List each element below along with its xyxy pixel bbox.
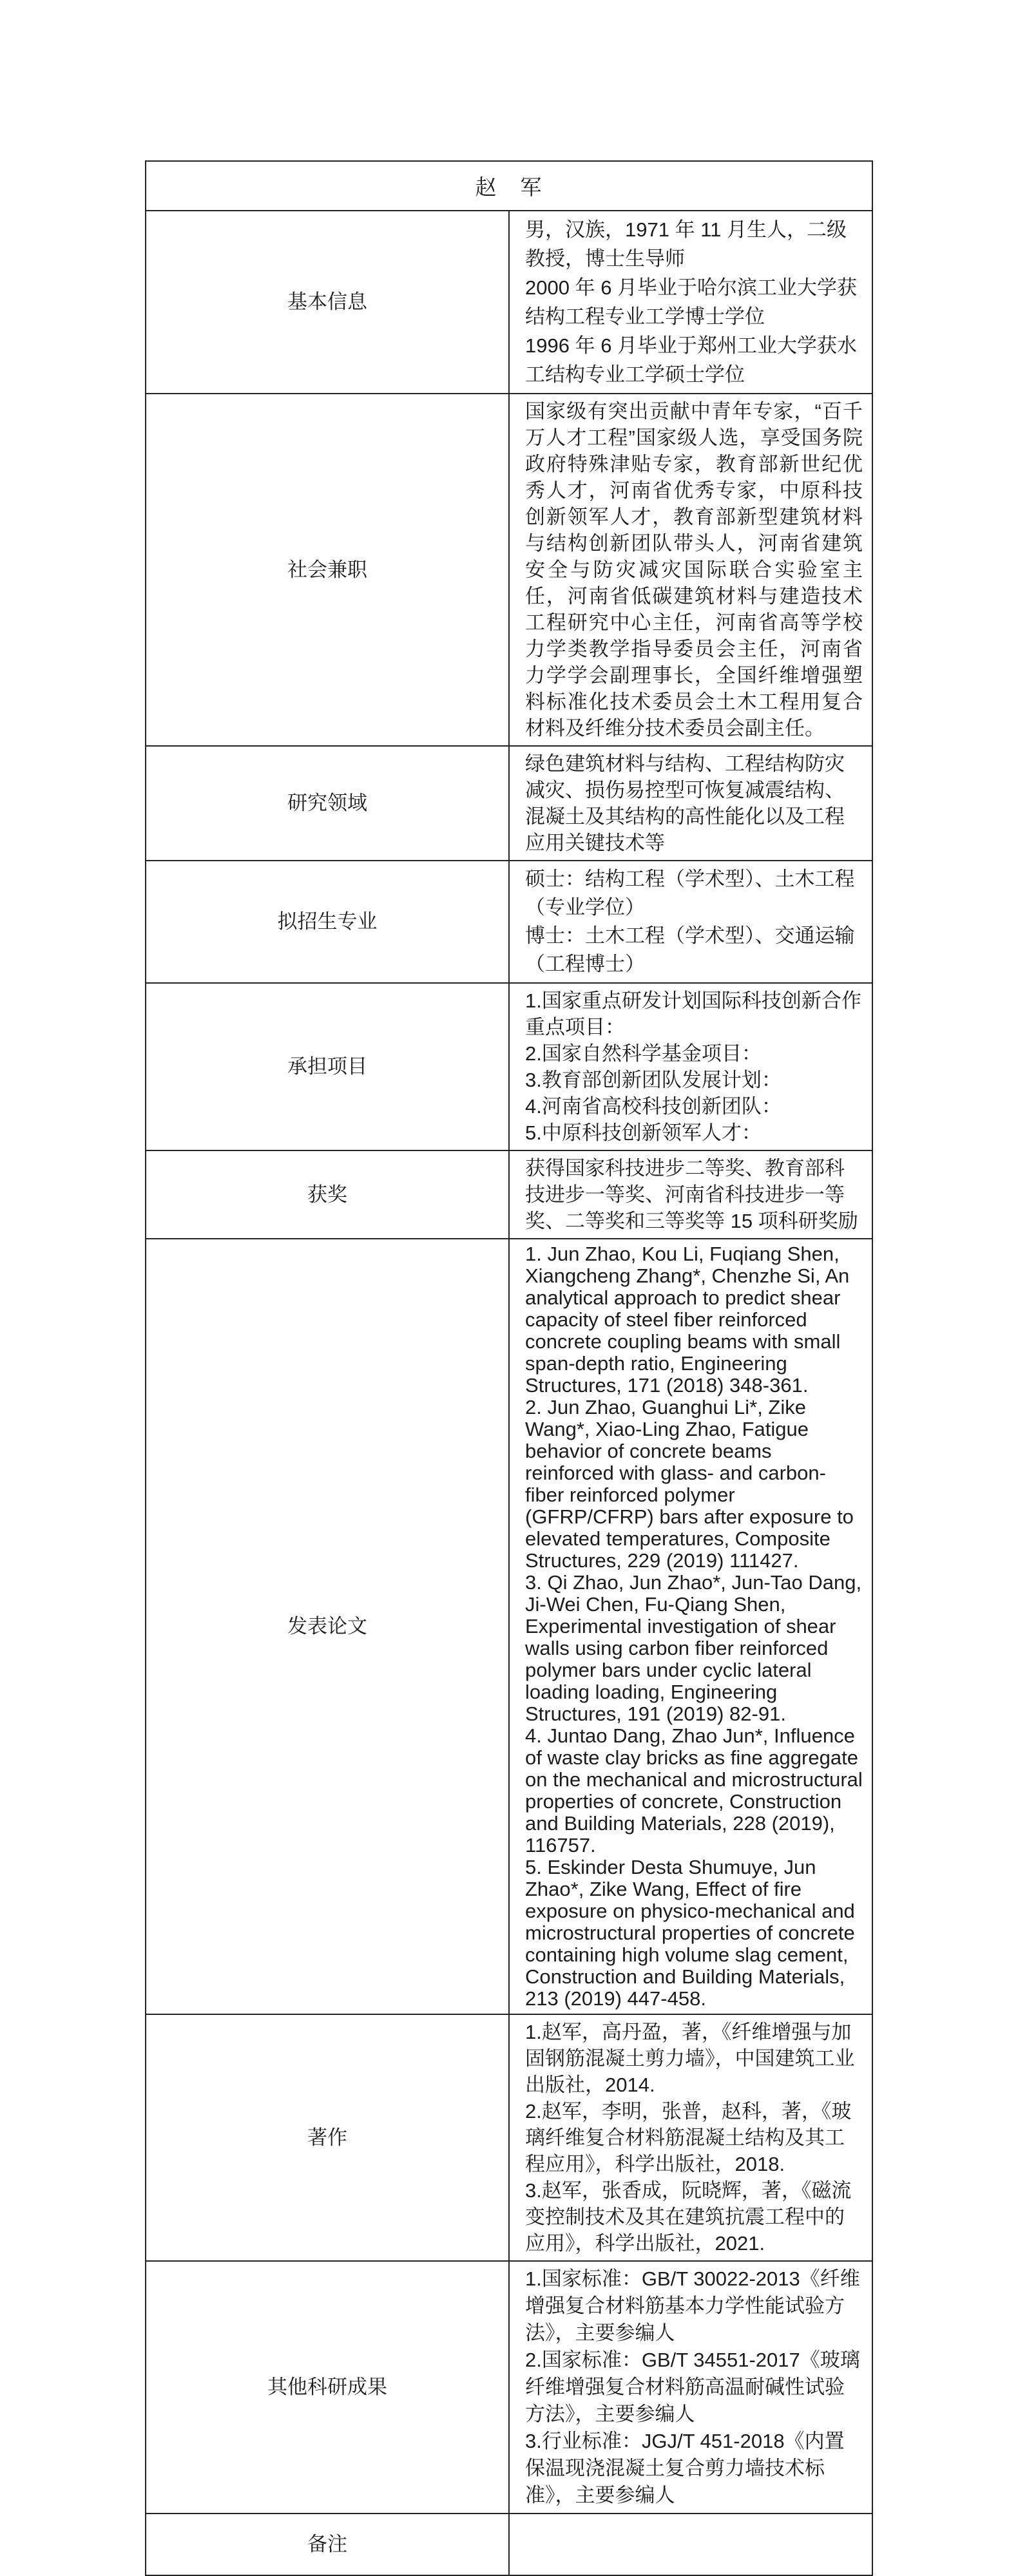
row-label-remarks: 备注 bbox=[146, 2514, 509, 2575]
paper-item: 4. Juntao Dang, Zhao Jun*, Influence of waste clay bricks as fine aggregate on the mechanical and microstructural properties of concrete, Construction and Building Materials, 228 (2019), 116757. bbox=[525, 1724, 863, 1856]
text-line: 博士：土木工程（学术型）、交通运输（工程博士） bbox=[525, 924, 855, 975]
profile-name: 赵 军 bbox=[146, 161, 872, 211]
table-row bbox=[146, 2261, 872, 2514]
table-row bbox=[146, 746, 872, 861]
standard-item: 2.国家标准：GB/T 34551-2017《玻璃纤维增强复合材料筋高温耐碱性试验方法》，主要参编人 bbox=[525, 2349, 860, 2425]
cell-basic-info bbox=[509, 211, 872, 394]
standard-item: 3.行业标准：JGJ/T 451-2018《内置保温现浇混凝土复合剪力墙技术标准》，主要参编人 bbox=[525, 2430, 845, 2506]
project-item: 1.国家重点研发计划国际科技创新合作重点项目： bbox=[525, 989, 861, 1038]
paragraph: 国家级有突出贡献中青年专家，“百千万人才工程”国家级人选，享受国务院政府特殊津贴专家，教育部新世纪优秀人才，河南省优秀专家，中原科技创新领军人才，教育部新型建筑材料与结构创新团队带头人，河南省建筑安全与防灾减灾国际联合实验室主任，河南省低碳建筑材料与建造技术工程研究中心主任，河南省高等学校力学类教学指导委员会主任，河南省力学学会副理事长，全国纤维增强塑料标准化技术委员会土木工程用复合材料及纤维分技术委员会副主任。 bbox=[525, 400, 863, 739]
cell-enrollment-majors bbox=[509, 861, 872, 983]
table-row bbox=[146, 983, 872, 1150]
text-line: 2000 年 6 月毕业于哈尔滨工业大学获结构工程专业工学博士学位 bbox=[525, 276, 858, 328]
paper-item: 3. Qi Zhao, Jun Zhao*, Jun-Tao Dang, Ji-Wei Chen, Fu-Qiang Shen, Experimental investigation of shear walls using carbon fiber reinforced polymer bars under cyclic lateral loading loading, Engineering Structures, 191 (2019) 82-91. bbox=[525, 1571, 862, 1725]
row-label-books: 著作 bbox=[146, 2014, 509, 2261]
text-line: 硕士：结构工程（学术型）、土木工程（专业学位） bbox=[525, 868, 855, 919]
cell-books bbox=[509, 2014, 872, 2261]
table-row bbox=[146, 2514, 872, 2575]
row-label-projects: 承担项目 bbox=[146, 983, 509, 1150]
standard-item: 1.国家标准：GB/T 30022-2013《纤维增强复合材料筋基本力学性能试验方法》，主要参编人 bbox=[525, 2267, 860, 2344]
table-row bbox=[146, 2014, 872, 2261]
row-label-social-positions: 社会兼职 bbox=[146, 394, 509, 746]
cell-awards bbox=[509, 1150, 872, 1239]
table-row bbox=[146, 394, 872, 746]
paragraph: 获得国家科技进步二等奖、教育部科技进步一等奖、河南省科技进步一等奖、二等奖和三等奖等 15 项科研奖励 bbox=[525, 1157, 858, 1232]
cell-research-areas bbox=[509, 746, 872, 861]
cell-remarks bbox=[509, 2514, 872, 2575]
paper-item: 1. Jun Zhao, Kou Li, Fuqiang Shen, Xiangcheng Zhang*, Chenzhe Si, An analytical approach to predict shear capacity of steel fiber reinforced concrete coupling beams with small span-depth ratio, Engineering Structures, 171 (2018) 348-361. bbox=[525, 1243, 850, 1397]
cell-publications bbox=[509, 1239, 872, 2014]
cell-projects bbox=[509, 983, 872, 1150]
cell-other-achievements bbox=[509, 2261, 872, 2514]
table-row bbox=[146, 161, 872, 211]
table-row bbox=[146, 861, 872, 983]
paragraph: 绿色建筑材料与结构、工程结构防灾减灾、损伤易控型可恢复减震结构、混凝土及其结构的高性能化以及工程应用关键技术等 bbox=[525, 752, 845, 854]
table-row bbox=[146, 1150, 872, 1239]
row-label-enrollment-majors: 拟招生专业 bbox=[146, 861, 509, 983]
project-item: 4.河南省高校科技创新团队： bbox=[525, 1095, 782, 1118]
row-label-other-achievements: 其他科研成果 bbox=[146, 2261, 509, 2514]
row-label-basic-info: 基本信息 bbox=[146, 211, 509, 394]
row-label-research-areas: 研究领域 bbox=[146, 746, 509, 861]
project-item: 2.国家自然科学基金项目： bbox=[525, 1042, 762, 1065]
book-item: 3.赵军，张香成，阮晓辉，著，《磁流变控制技术及其在建筑抗震工程中的应用》，科学出版社，2021. bbox=[525, 2179, 852, 2255]
project-item: 5.中原科技创新领军人才： bbox=[525, 1121, 762, 1144]
profile-table bbox=[145, 160, 873, 2576]
paper-item: 2. Jun Zhao, Guanghui Li*, Zike Wang*, Xiao-Ling Zhao, Fatigue behavior of concrete beams reinforced with glass- and carbon-fiber reinforced polymer (GFRP/CFRP) bars after exposure to elevated temperatures, Composite Structures, 229 (2019) 111427. bbox=[525, 1396, 854, 1572]
project-item: 3.教育部创新团队发展计划： bbox=[525, 1069, 782, 1091]
book-item: 2.赵军，李明，张普，赵科，著，《玻璃纤维复合材料筋混凝土结构及其工程应用》，科学出版社，2018. bbox=[525, 2100, 852, 2175]
book-item: 1.赵军，高丹盈，著，《纤维增强与加固钢筋混凝土剪力墙》，中国建筑工业出版社，2014. bbox=[525, 2021, 855, 2096]
table-row bbox=[146, 1239, 872, 2014]
paper-item: 5. Eskinder Desta Shumuye, Jun Zhao*, Zike Wang, Effect of fire exposure on physico-mechanical and microstructural properties of concrete containing high volume slag cement, Construction and Building Materials, 213 (2019) 447-458. bbox=[525, 1856, 855, 2010]
text-line: 1996 年 6 月毕业于郑州工业大学获水工结构专业工学硕士学位 bbox=[525, 334, 858, 386]
row-label-publications: 发表论文 bbox=[146, 1239, 509, 2014]
table-row bbox=[146, 211, 872, 394]
row-label-awards: 获奖 bbox=[146, 1150, 509, 1239]
text-line: 男，汉族，1971 年 11 月生人，二级教授，博士生导师 bbox=[525, 218, 847, 270]
cell-social-positions bbox=[509, 394, 872, 746]
